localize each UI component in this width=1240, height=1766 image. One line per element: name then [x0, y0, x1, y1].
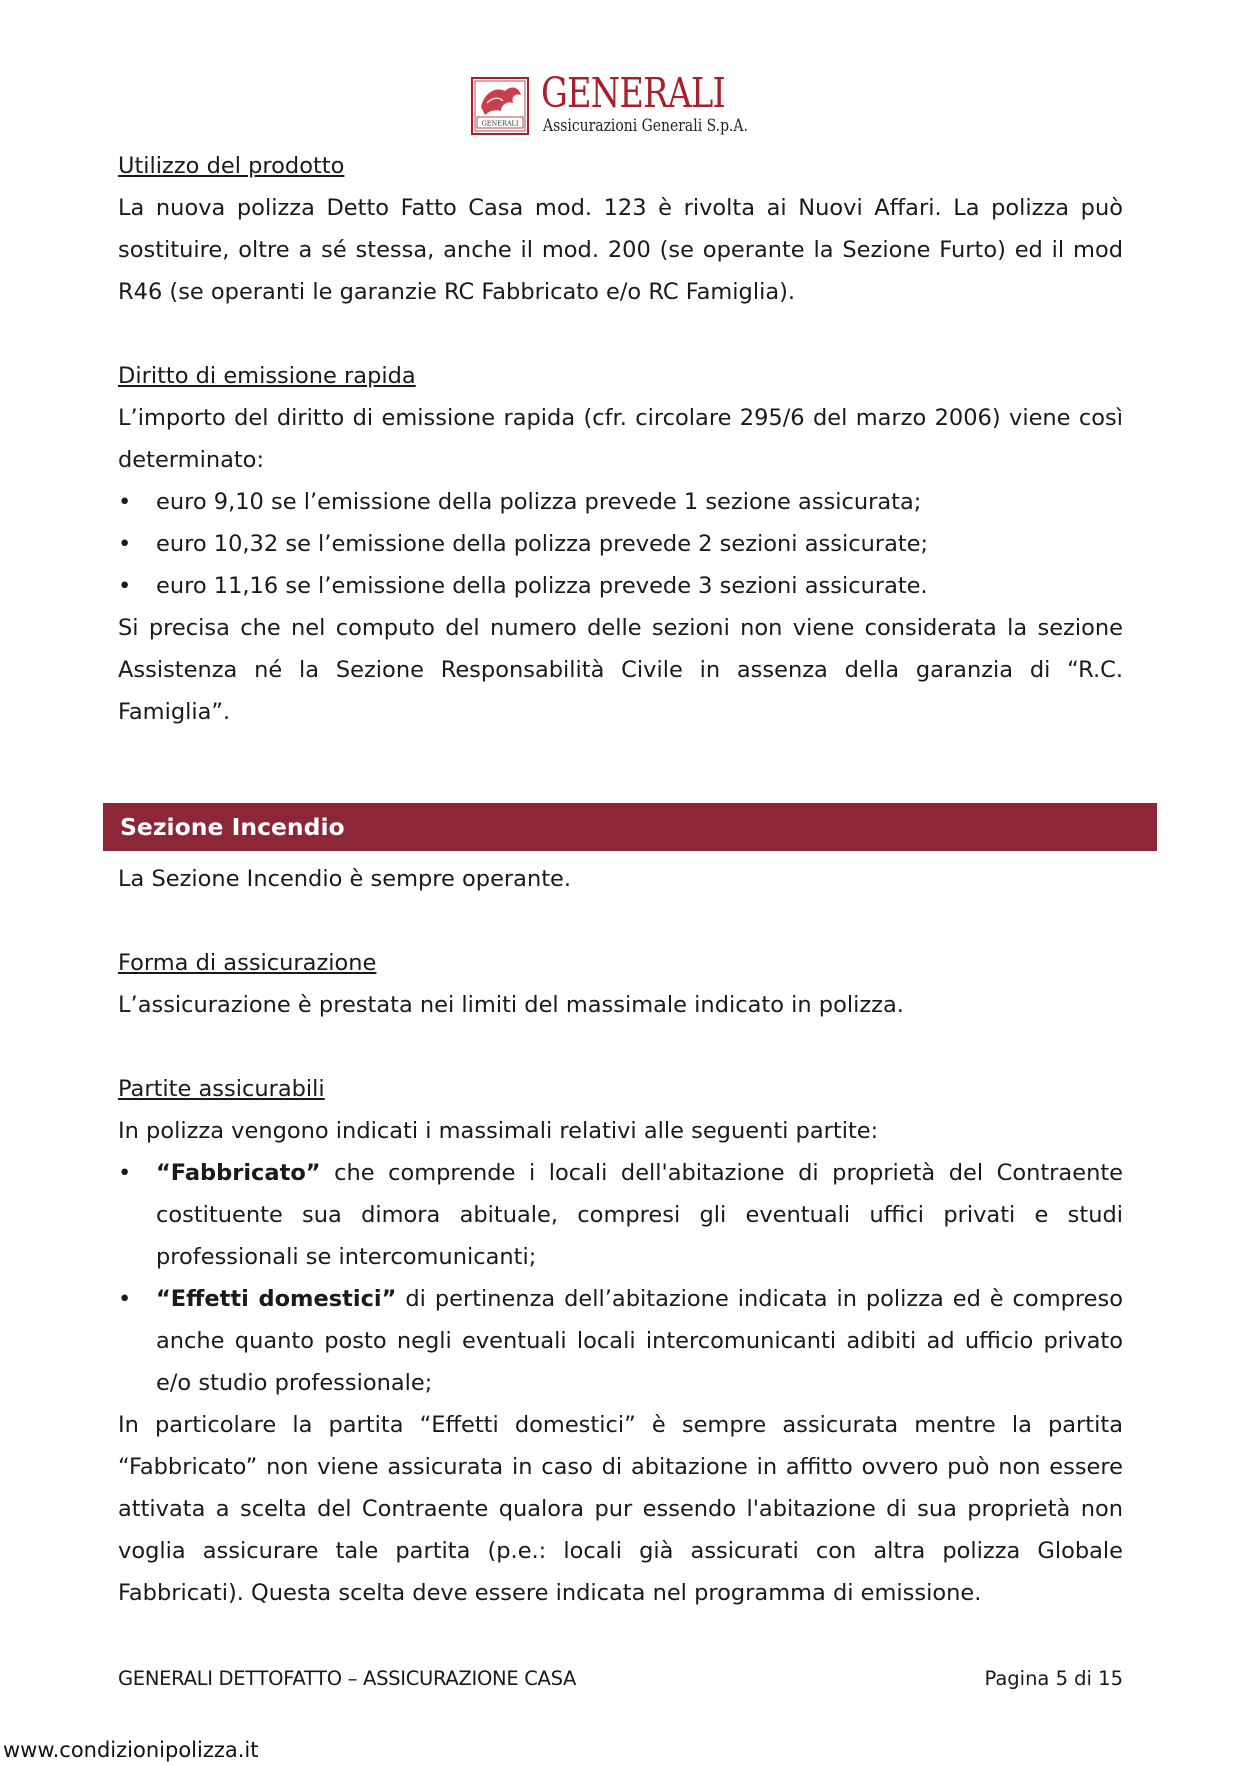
paragraph-incendio-intro: La Sezione Incendio è sempre operante. — [118, 866, 572, 892]
website-watermark: www.condizionipolizza.it — [3, 1738, 259, 1762]
list-item: • euro 11,16 se l’emissione della polizza prevede 3 sezioni assicurate. — [118, 565, 1123, 607]
lion-emblem-icon — [471, 77, 529, 135]
section-heading-utilizzo: Utilizzo del prodotto — [118, 153, 345, 179]
document-body-bottom — [118, 858, 1123, 1614]
item-description: di pertinenza dell’abitazione indicata in polizza ed è compreso anche quanto posto negli eventuali locali intercomunicanti adibiti ad ufficio privato e/o studio professionale; — [156, 1286, 1123, 1396]
paragraph-partite-intro: In polizza vengono indicati i massimali relativi alle seguenti partite: — [118, 1118, 879, 1144]
document-body-top — [118, 145, 1123, 733]
fee-list — [118, 481, 1123, 607]
paragraph-partite-note: In particolare la partita “Effetti domestici” è sempre assicurata mentre la partita “Fabbricato” non viene assicurata in caso di abitazione in affitto ovvero può non essere attivata a scelta del Contraente qualora pur essendo l'abitazione di sua proprietà non voglia assicurare tale partita (p.e.: locali già assicurati con altra polizza Globale Fabbricati). Questa scelta deve essere indicata nel programma di emissione. — [118, 1412, 1123, 1606]
footer-page-number: Pagina 5 di 15 — [984, 1667, 1123, 1690]
section-band-incendio: Sezione Incendio — [103, 803, 1157, 851]
list-item — [118, 1152, 1123, 1278]
list-item — [118, 1278, 1123, 1404]
footer-document-title: GENERALI DETTOFATTO – ASSICURAZIONE CASA — [118, 1667, 577, 1690]
section-heading-partite: Partite assicurabili — [118, 1076, 325, 1102]
paragraph-diritto-note: Si precisa che nel computo del numero delle sezioni non viene considerata la sezione Assistenza né la Sezione Responsabilità Civile in assenza della garanzia di “R.C. Famiglia”. — [118, 615, 1123, 725]
list-item: • euro 10,32 se l’emissione della polizza prevede 2 sezioni assicurate; — [118, 523, 1123, 565]
item-term: “Fabbricato” — [156, 1160, 321, 1186]
section-heading-diritto: Diritto di emissione rapida — [118, 363, 416, 389]
section-heading-forma: Forma di assicurazione — [118, 950, 377, 976]
generali-logo — [471, 69, 761, 141]
item-description: che comprende i locali dell'abitazione di proprietà del Contraente costituente sua dimora abituale, compresi gli eventuali uffici privati e studi professionali se intercomunicanti; — [156, 1160, 1123, 1270]
list-item: • euro 9,10 se l’emissione della polizza prevede 1 sezione assicurata; — [118, 481, 1123, 523]
svg-text:GENERALI: GENERALI — [481, 119, 519, 128]
paragraph-forma: L’assicurazione è prestata nei limiti del massimale indicato in polizza. — [118, 992, 904, 1018]
partite-list — [118, 1152, 1123, 1404]
logo-subtitle: Assicurazioni Generali S.p.A. — [543, 116, 748, 136]
item-term: “Effetti domestici” — [156, 1286, 397, 1312]
paragraph-diritto-intro: L’importo del diritto di emissione rapida (cfr. circolare 295/6 del marzo 2006) viene così determinato: — [118, 405, 1123, 473]
paragraph-utilizzo: La nuova polizza Detto Fatto Casa mod. 123 è rivolta ai Nuovi Affari. La polizza può sostituire, oltre a sé stessa, anche il mod. 200 (se operante la Sezione Furto) ed il mod R46 (se operanti le garanzie RC Fabbricato e/o RC Famiglia). — [118, 195, 1123, 305]
logo-name: GENERALI — [541, 69, 726, 117]
